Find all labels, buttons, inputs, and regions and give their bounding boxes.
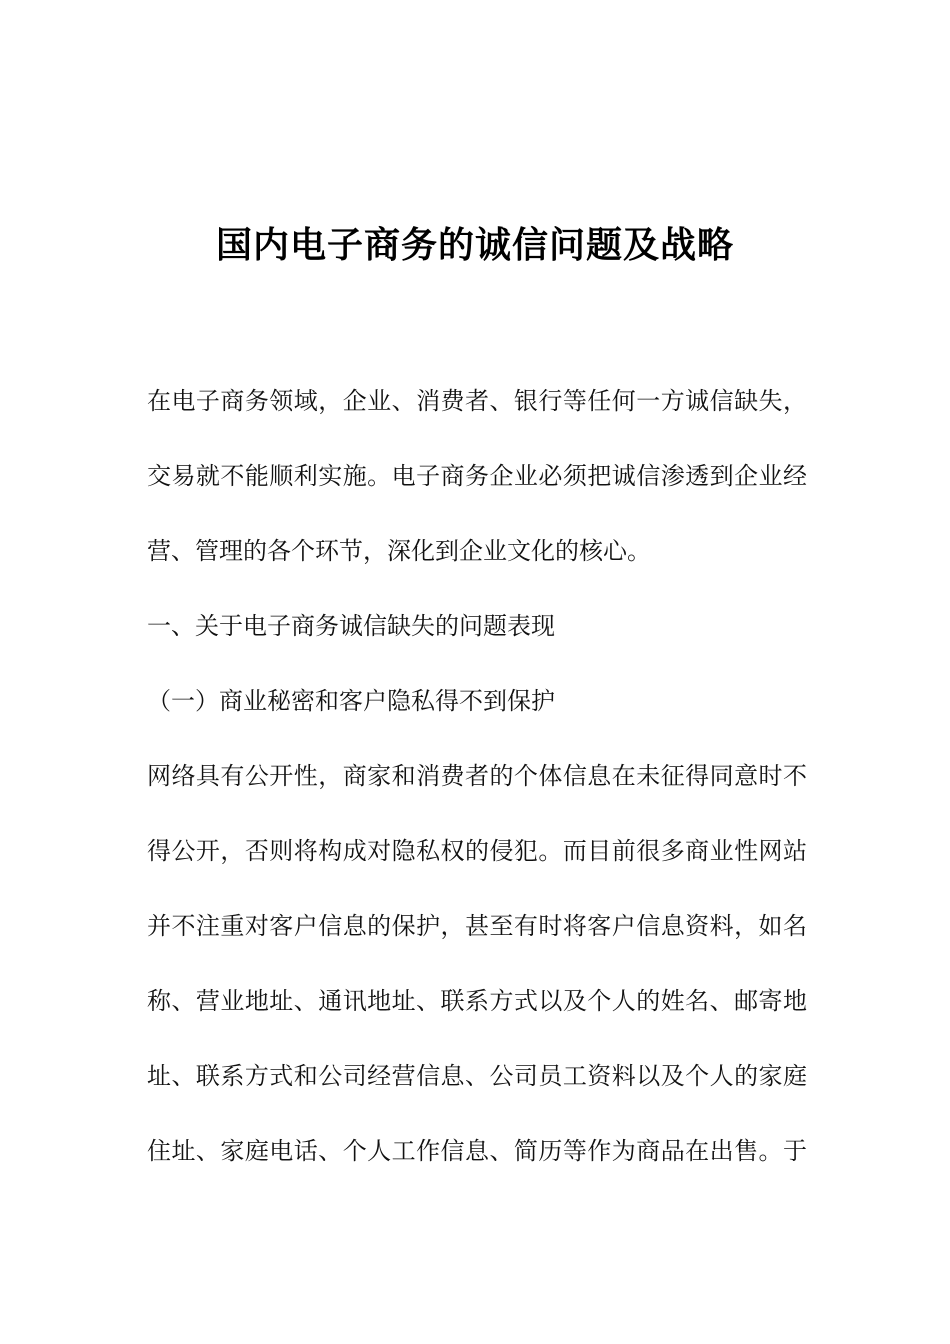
paragraph-line-3: 营、管理的各个环节，深化到企业文化的核心。: [147, 537, 651, 565]
paragraph-line-1: 在电子商务领域，企业、消费者、银行等任何一方诚信缺失，: [147, 387, 807, 415]
paragraph-line-7: 得公开，否则将构成对隐私权的侵犯。而目前很多商业性网站: [147, 837, 807, 865]
paragraph-line-10: 址、联系方式和公司经营信息、公司员工资料以及个人的家庭: [147, 1062, 807, 1090]
paragraph-line-9: 称、营业地址、通讯地址、联系方式以及个人的姓名、邮寄地: [147, 987, 807, 1015]
section-heading: 一、关于电子商务诚信缺失的问题表现: [147, 612, 555, 640]
paragraph-line-8: 并不注重对客户信息的保护，甚至有时将客户信息资料，如名: [147, 912, 807, 940]
paragraph-line-6: 网络具有公开性，商家和消费者的个体信息在未征得同意时不: [147, 762, 807, 790]
subsection-heading: （一）商业秘密和客户隐私得不到保护: [147, 687, 555, 715]
paragraph-line-2: 交易就不能顺利实施。电子商务企业必须把诚信渗透到企业经: [147, 462, 807, 490]
document-title: 国内电子商务的诚信问题及战略: [215, 225, 734, 266]
paragraph-line-11: 住址、家庭电话、个人工作信息、简历等作为商品在出售。于: [147, 1137, 807, 1165]
